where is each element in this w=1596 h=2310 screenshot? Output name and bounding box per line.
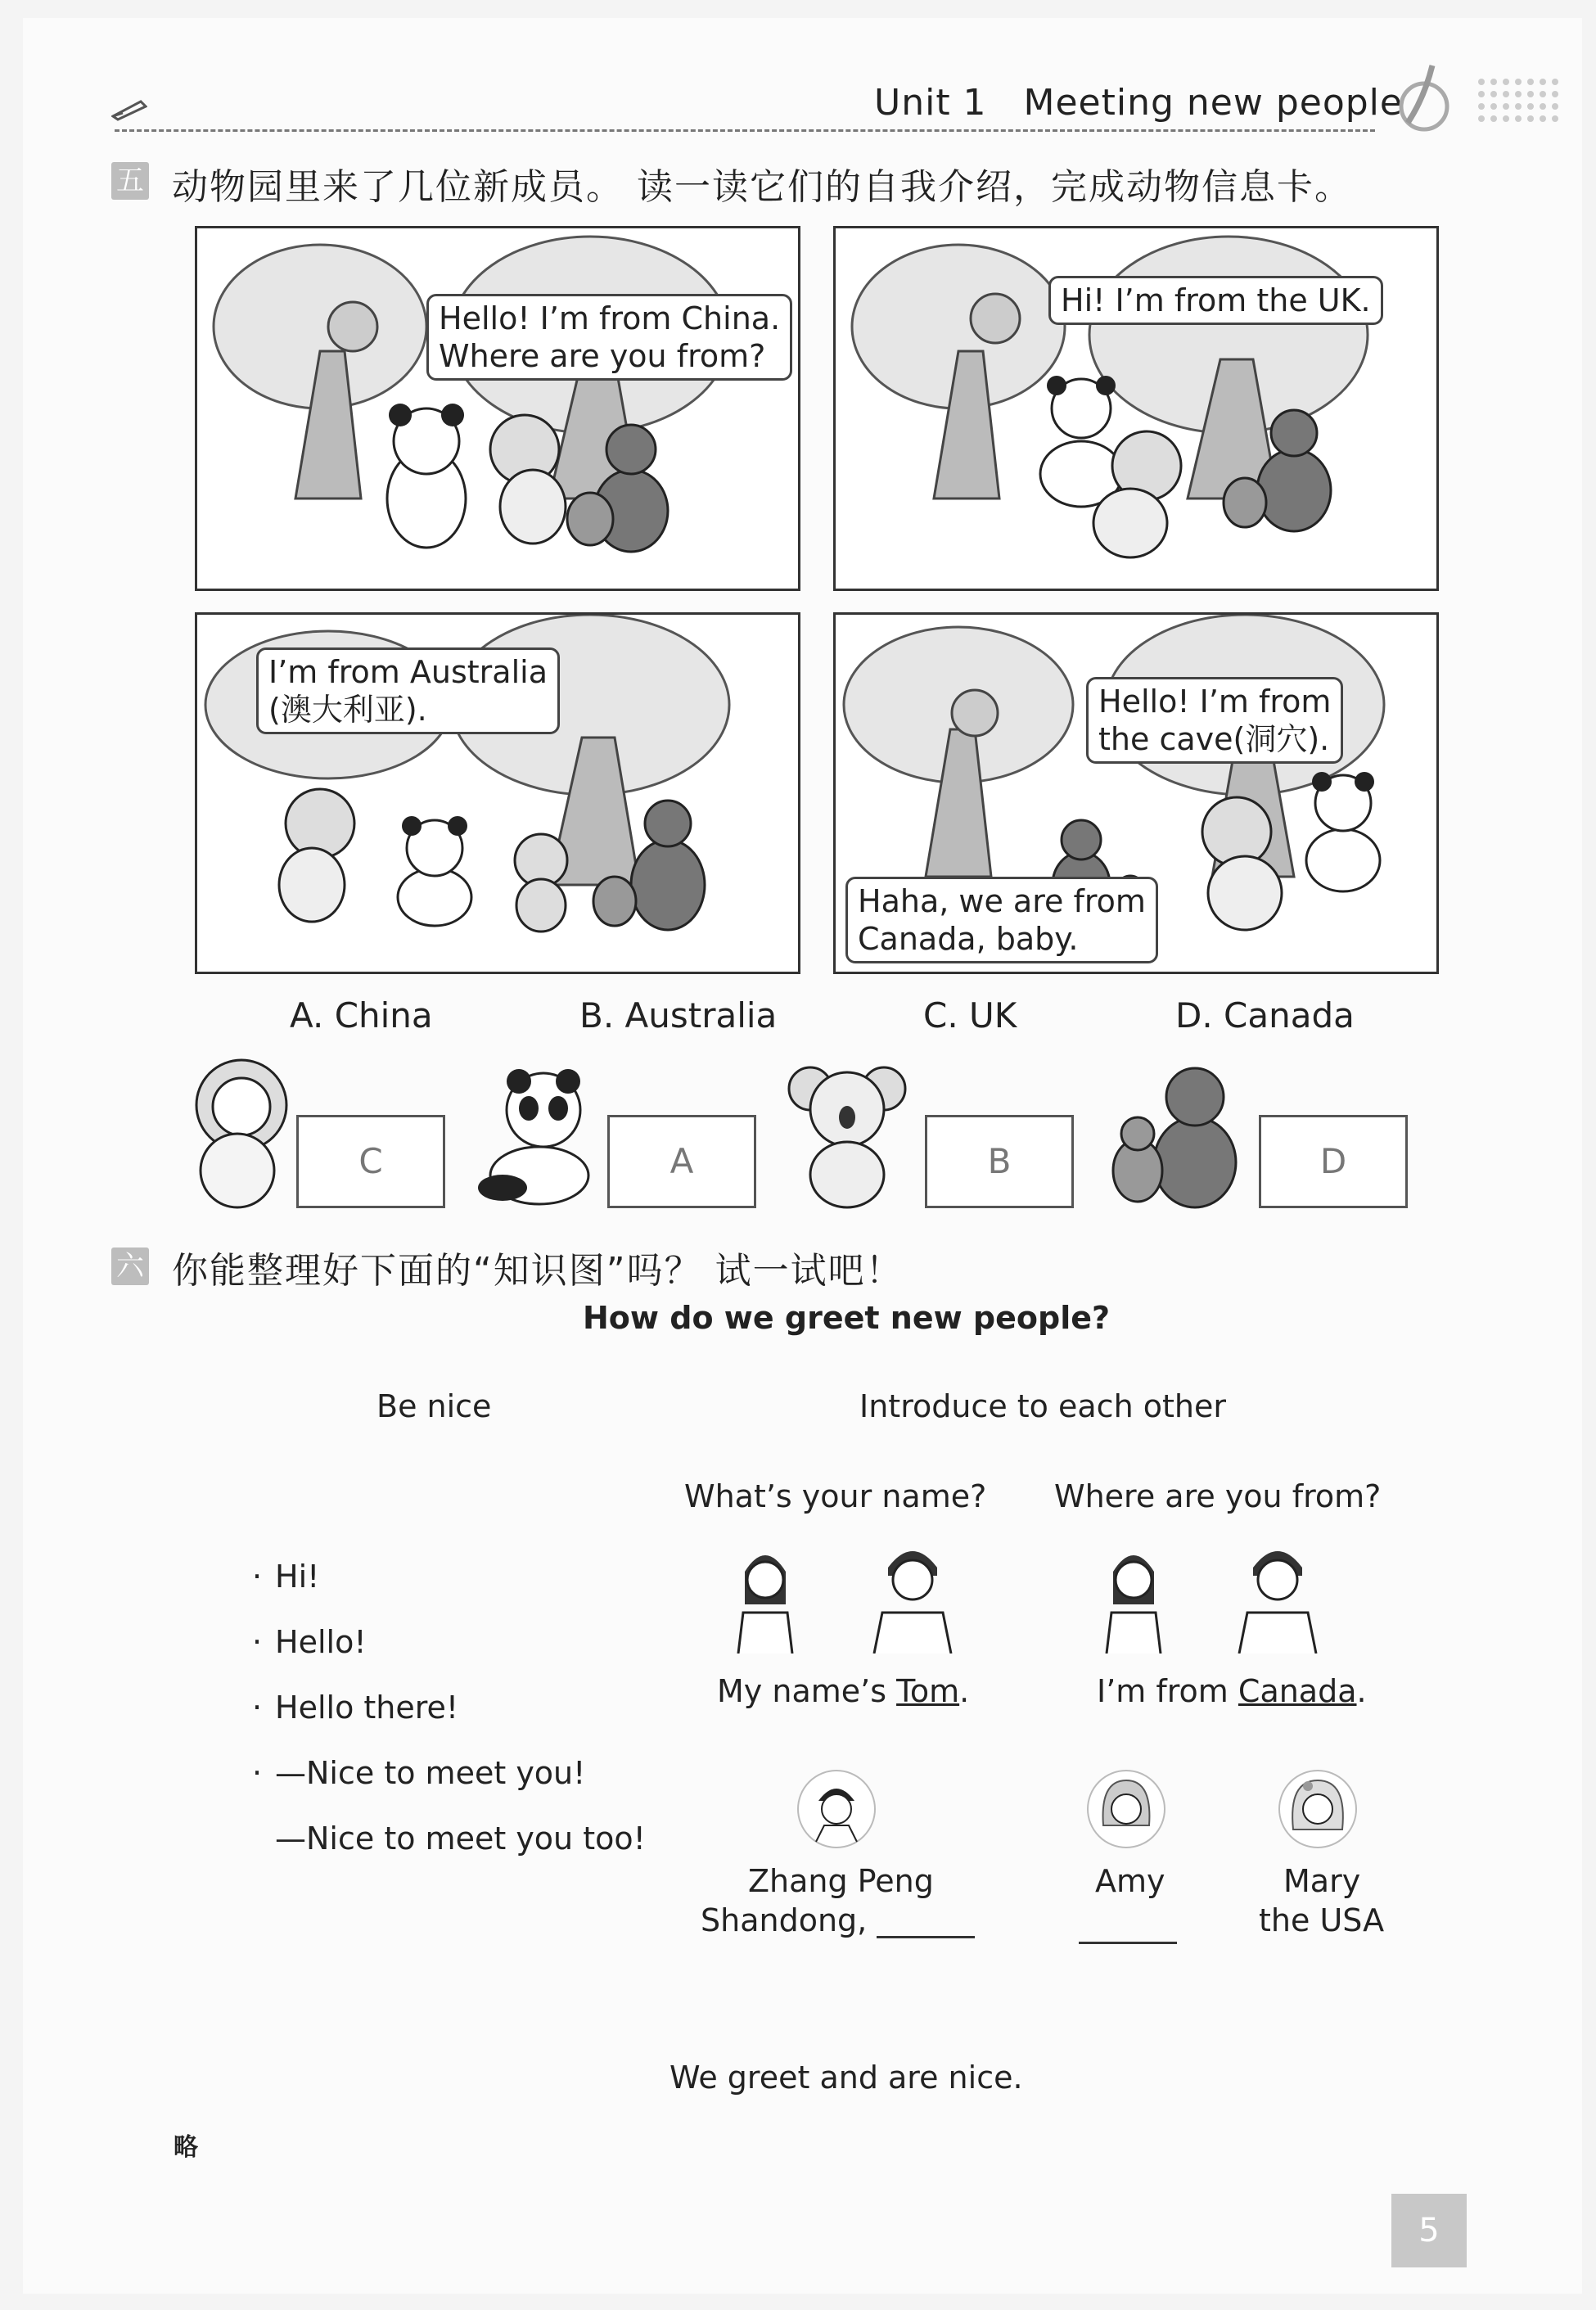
question-name: What’s your name? xyxy=(684,1478,987,1514)
answer-name-filled: Tom xyxy=(896,1673,960,1709)
mindmap-title: How do we greet new people? xyxy=(583,1300,1111,1336)
boy-icon xyxy=(1233,1539,1323,1654)
bubble-line: (澳大利亚). xyxy=(268,692,427,728)
greeting-item: Hi! xyxy=(275,1559,320,1595)
comic-panel-2 xyxy=(833,226,1439,591)
greeting-item: Hello! xyxy=(275,1624,367,1660)
section-5-instruction: 动物园里来了几位新成员。 读一读它们的自我介绍，完成动物信息卡。 xyxy=(172,166,1352,208)
section-6-instruction: 你能整理好下面的“知识图”吗？ 试一试吧！ xyxy=(172,1250,904,1292)
bullet-dot: · xyxy=(252,1690,263,1726)
person-place xyxy=(701,1902,975,1938)
speech-bubble-beaver xyxy=(1086,677,1343,764)
bubble-line: Hi! I’m from the UK. xyxy=(1061,282,1371,318)
branch-be-nice: Be nice xyxy=(376,1388,492,1424)
comic-panel-1 xyxy=(195,226,800,591)
place-blank[interactable] xyxy=(877,1908,975,1938)
answer-box-beavers[interactable]: D xyxy=(1259,1115,1408,1208)
option-a: A. China xyxy=(290,995,433,1035)
koala-icon xyxy=(786,1056,908,1211)
option-d: D. Canada xyxy=(1175,995,1355,1035)
speech-bubble-koala xyxy=(256,647,560,734)
bubble-line: Hello! I’m from xyxy=(1098,684,1332,720)
answer-from-filled: Canada xyxy=(1238,1673,1357,1709)
speech-bubble-beavers xyxy=(845,877,1158,963)
comic-panel-3 xyxy=(195,612,800,974)
header-divider xyxy=(115,129,1375,132)
section-6-badge: 六 xyxy=(111,1247,149,1285)
speech-bubble-panda xyxy=(1048,276,1383,325)
greeting-item: Hello there! xyxy=(275,1690,459,1726)
greeting-item: —Nice to meet you! xyxy=(275,1755,586,1791)
bubble-line: Haha, we are from xyxy=(858,883,1146,919)
question-from: Where are you from? xyxy=(1054,1478,1382,1514)
person-name: Mary xyxy=(1283,1863,1361,1899)
period: . xyxy=(959,1673,970,1709)
bubble-line: Hello! I’m from China. xyxy=(439,300,781,336)
person-place: the USA xyxy=(1259,1902,1385,1938)
person-name: Zhang Peng xyxy=(748,1863,934,1899)
bullet-dot: · xyxy=(252,1624,263,1660)
bubble-line: Where are you from? xyxy=(439,338,766,374)
panel-1-scene xyxy=(197,228,798,589)
answer-box-koala[interactable]: B xyxy=(925,1115,1074,1208)
answer-from xyxy=(1097,1673,1367,1709)
header-decoration xyxy=(1375,49,1588,151)
girl-icon xyxy=(728,1539,802,1654)
page-number: 5 xyxy=(1391,2194,1467,2267)
bubble-line: Canada, baby. xyxy=(858,921,1079,957)
mindmap-summary: We greet and are nice. xyxy=(670,2060,1023,2096)
speech-bubble-panda xyxy=(426,294,792,381)
footer-note: 略 xyxy=(174,2133,198,2162)
person-name: Amy xyxy=(1095,1863,1165,1899)
answer-box-lion[interactable]: C xyxy=(296,1115,445,1208)
pencil-icon xyxy=(111,97,147,124)
panda-icon xyxy=(470,1061,601,1208)
section-5-badge: 五 xyxy=(111,162,149,200)
unit-title: Unit 1 Meeting new people xyxy=(874,82,1403,124)
bullet-dot: · xyxy=(252,1755,263,1791)
answer-box-panda[interactable]: A xyxy=(607,1115,756,1208)
period: . xyxy=(1356,1673,1367,1709)
girl-icon xyxy=(1097,1539,1170,1654)
branch-introduce: Introduce to each other xyxy=(859,1388,1226,1424)
lion-icon xyxy=(172,1056,295,1211)
option-b: B. Australia xyxy=(579,995,778,1035)
bubble-line: I’m from Australia xyxy=(268,654,548,690)
option-c: C. UK xyxy=(923,995,1017,1035)
comic-panel-4 xyxy=(833,612,1439,974)
bullet-dot: · xyxy=(252,1559,263,1595)
mary-avatar xyxy=(1277,1768,1359,1850)
beaver-icon xyxy=(1105,1056,1252,1211)
boy-icon xyxy=(868,1539,958,1654)
greeting-item: —Nice to meet you too! xyxy=(275,1820,646,1857)
zhang-peng-avatar xyxy=(796,1768,877,1850)
person-place-text: Shandong, xyxy=(701,1902,868,1938)
place-blank[interactable] xyxy=(1079,1902,1177,1944)
answer-name-prefix: My name’s xyxy=(717,1673,897,1709)
amy-avatar xyxy=(1085,1768,1167,1850)
answer-from-prefix: I’m from xyxy=(1097,1673,1238,1709)
answer-name xyxy=(717,1673,969,1709)
bubble-line: the cave(洞穴). xyxy=(1098,721,1330,757)
